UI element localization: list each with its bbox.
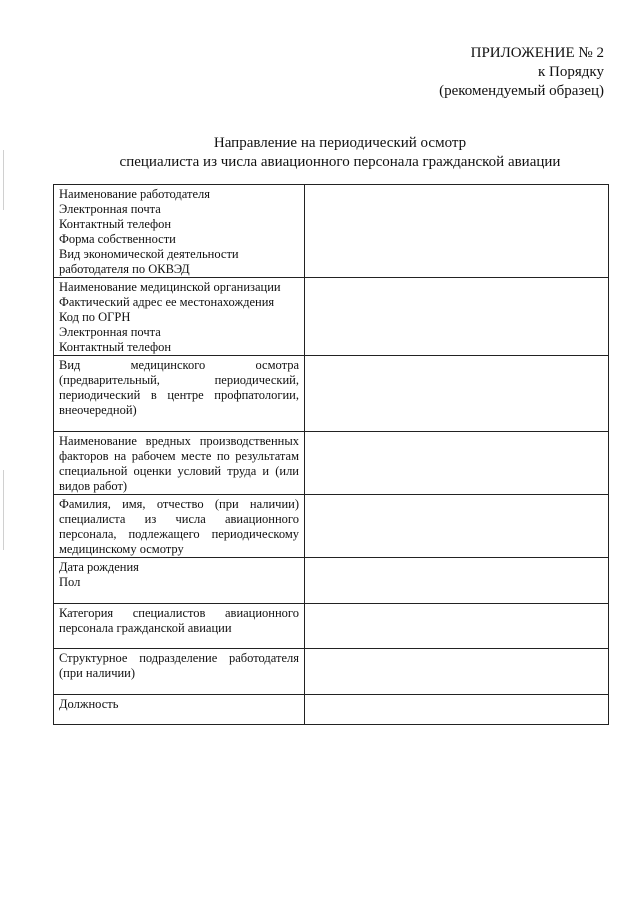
field-value-full-name[interactable] — [305, 495, 609, 558]
field-value-birth-sex[interactable] — [305, 558, 609, 604]
table-row-employer — [54, 185, 609, 278]
field-label-position: Должность — [54, 695, 305, 725]
appendix-title: ПРИЛОЖЕНИЕ № 2 — [470, 45, 604, 61]
field-value-medical-organization[interactable] — [305, 278, 609, 356]
label-line: работодателя по ОКВЭД — [59, 262, 190, 276]
label-line: Фактический адрес ее местонахождения — [59, 295, 275, 309]
table-row-category — [54, 604, 609, 649]
scan-edge-mark — [3, 470, 4, 550]
document-title-line: специалиста из числа авиационного персонала гражданской авиации — [119, 154, 561, 170]
referral-form-table — [53, 184, 609, 725]
table-row-department — [54, 649, 609, 695]
appendix-reference: к Порядку — [538, 64, 604, 80]
label-line: Дата рождения — [59, 560, 139, 574]
table-row-position — [54, 695, 609, 725]
label-line: Наименование медицинской организации — [59, 280, 281, 294]
label-line: Электронная почта — [59, 325, 161, 339]
label-line: Код по ОГРН — [59, 310, 131, 324]
document-title — [60, 134, 620, 172]
field-label-medical-organization — [54, 278, 305, 356]
field-value-department[interactable] — [305, 649, 609, 695]
field-label-exam-type: Вид медицинского осмотра (предварительный, периодический, периодический в центре профпатологии, внеочередной) — [54, 356, 305, 432]
label-line: Контактный телефон — [59, 340, 172, 354]
appendix-block — [439, 44, 604, 101]
label-line: Наименование работодателя — [59, 187, 211, 201]
field-label-full-name: Фамилия, имя, отчество (при наличии) специалиста из числа авиационного персонала, подлежащего периодическому медицинскому осмотру — [54, 495, 305, 558]
label-line: Вид экономической деятельности — [59, 247, 239, 261]
table-row-hazard-factors — [54, 432, 609, 495]
table-row-full-name — [54, 495, 609, 558]
field-label-hazard-factors: Наименование вредных производственных факторов на рабочем месте по результатам специальной оценки условий труда и (или видов работ) — [54, 432, 305, 495]
field-label-employer — [54, 185, 305, 278]
field-value-exam-type[interactable] — [305, 356, 609, 432]
document-title-line: Направление на периодический осмотр — [213, 135, 467, 151]
field-value-employer[interactable] — [305, 185, 609, 278]
label-line: Контактный телефон — [59, 217, 172, 231]
label-line: Электронная почта — [59, 202, 161, 216]
field-value-position[interactable] — [305, 695, 609, 725]
field-value-hazard-factors[interactable] — [305, 432, 609, 495]
field-label-category: Категория специалистов авиационного персонала гражданской авиации — [54, 604, 305, 649]
appendix-note: (рекомендуемый образец) — [439, 83, 604, 99]
field-value-category[interactable] — [305, 604, 609, 649]
table-row-medical-organization — [54, 278, 609, 356]
label-line: Форма собственности — [59, 232, 176, 246]
field-label-birth-sex — [54, 558, 305, 604]
field-label-department: Структурное подразделение работодателя (при наличии) — [54, 649, 305, 695]
table-row-birth-sex — [54, 558, 609, 604]
table-row-exam-type — [54, 356, 609, 432]
scan-edge-mark — [3, 150, 4, 210]
label-line: Пол — [59, 575, 81, 589]
